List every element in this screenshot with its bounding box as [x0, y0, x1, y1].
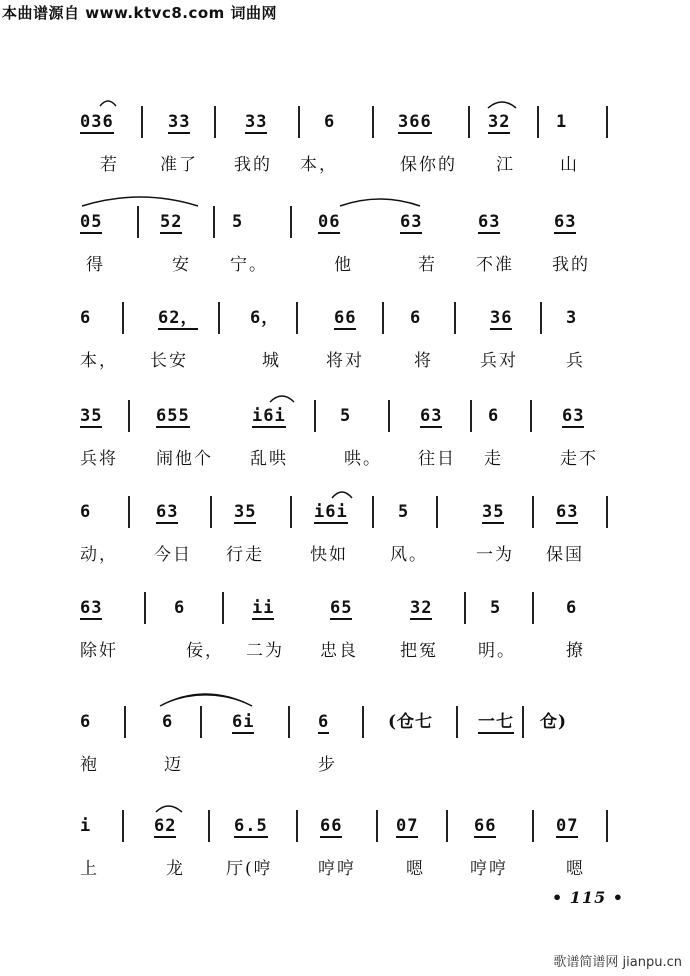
bar-line — [464, 592, 466, 624]
note-group: 65 — [330, 598, 353, 618]
notes-row — [0, 406, 690, 432]
slur-marks — [0, 406, 690, 436]
note-group: ii — [252, 598, 275, 618]
lyric: 准了 — [160, 155, 198, 175]
note-group: 036 — [80, 112, 114, 132]
note-group: 6 — [410, 308, 422, 328]
notes-row — [0, 598, 690, 624]
lyric: 山 — [560, 155, 579, 175]
note-group: 仓) — [540, 712, 568, 732]
lyric: 走不 — [560, 449, 598, 469]
lyric: 哄。 — [344, 449, 382, 469]
lyric: 今日 — [154, 545, 192, 565]
lyric: 本， — [300, 155, 338, 175]
lyric: 撩 — [566, 641, 585, 661]
lyric: 二为 — [246, 641, 284, 661]
note-group: 52 — [160, 212, 183, 232]
lyric: 兵 — [566, 351, 585, 371]
note-group: 63 — [156, 502, 179, 522]
lyric: 明。 — [478, 641, 516, 661]
lyrics-row — [0, 544, 690, 568]
note-group: 63 — [80, 598, 103, 618]
note-group: 5 — [232, 212, 244, 232]
note-group: 66 — [474, 816, 497, 836]
note-group: 5 — [340, 406, 352, 426]
bar-line — [122, 302, 124, 334]
lyric: 袍 — [80, 755, 99, 775]
note-group: 6 — [566, 598, 578, 618]
note-group: 63 — [400, 212, 423, 232]
notes-row — [0, 712, 690, 738]
bar-line — [222, 592, 224, 624]
note-group: 一七 — [478, 712, 514, 732]
note-group: 3 — [566, 308, 578, 328]
note-group: 6 — [80, 308, 92, 328]
note-group: 63 — [420, 406, 443, 426]
lyric: 哼哼 — [470, 859, 508, 879]
lyrics-row — [0, 350, 690, 374]
note-group: 5 — [398, 502, 410, 522]
lyric: 我的 — [552, 255, 590, 275]
lyric: 动， — [80, 545, 118, 565]
lyric: 佞， — [186, 641, 224, 661]
note-group: 32 — [488, 112, 511, 132]
note-group: 6 — [80, 502, 92, 522]
lyric: 保你的 — [400, 155, 457, 175]
lyric: 步 — [318, 755, 337, 775]
lyric: 闹他个 — [156, 449, 213, 469]
site-watermark: 歌谱简谱网 jianpu.cn — [553, 955, 682, 970]
note-group: 63 — [556, 502, 579, 522]
bar-line — [382, 302, 384, 334]
lyrics-row — [0, 254, 690, 278]
lyrics-row — [0, 640, 690, 664]
lyric: 上 — [80, 859, 99, 879]
note-group: 63 — [554, 212, 577, 232]
lyrics-row — [0, 448, 690, 472]
slur-marks — [0, 712, 690, 742]
note-group: 35 — [482, 502, 505, 522]
lyric: 风。 — [390, 545, 428, 565]
note-group: 33 — [168, 112, 191, 132]
lyric: 若 — [418, 255, 437, 275]
slur-marks — [0, 816, 690, 846]
lyric: 往日 — [418, 449, 456, 469]
note-group: (仓七 — [388, 712, 434, 732]
lyric: 城 — [262, 351, 281, 371]
lyric: 保国 — [546, 545, 584, 565]
lyric: 兵将 — [80, 449, 118, 469]
lyrics-row — [0, 154, 690, 178]
source-header: 本曲谱源自 www.ktvc8.com 词曲网 — [2, 4, 278, 22]
note-group: 35 — [234, 502, 257, 522]
note-group: 07 — [396, 816, 419, 836]
note-group: 33 — [245, 112, 268, 132]
notes-row — [0, 212, 690, 238]
notes-row — [0, 816, 690, 842]
lyric: 走 — [484, 449, 503, 469]
lyrics-row — [0, 754, 690, 778]
lyric: 将 — [414, 351, 433, 371]
lyric: 得 — [86, 255, 105, 275]
lyric: 他 — [334, 255, 353, 275]
notes-row — [0, 502, 690, 528]
note-group: 6 — [324, 112, 336, 132]
note-group: 6 — [174, 598, 186, 618]
note-group: 6 — [488, 406, 500, 426]
note-group: 6 — [318, 712, 330, 732]
lyric: 一为 — [476, 545, 514, 565]
lyric: 若 — [100, 155, 119, 175]
note-group: 6， — [250, 308, 280, 328]
bar-line — [454, 302, 456, 334]
note-group: i — [80, 816, 92, 836]
lyric: 我的 — [234, 155, 272, 175]
note-group: 63 — [562, 406, 585, 426]
note-group: 36 — [490, 308, 513, 328]
lyric: 不准 — [476, 255, 514, 275]
lyric: 快如 — [310, 545, 348, 565]
notes-row — [0, 308, 690, 334]
note-group: i6i — [314, 502, 348, 522]
bar-line — [532, 592, 534, 624]
note-group: 655 — [156, 406, 190, 426]
note-group: 63 — [478, 212, 501, 232]
lyric: 乱哄 — [250, 449, 288, 469]
lyric: 行走 — [226, 545, 264, 565]
lyric: 除奸 — [80, 641, 118, 661]
lyric: 忠良 — [320, 641, 358, 661]
lyrics-row — [0, 858, 690, 882]
note-group: 6 — [80, 712, 92, 732]
note-group: i6i — [252, 406, 286, 426]
lyric: 江 — [496, 155, 515, 175]
notes-row — [0, 112, 690, 138]
note-group: 35 — [80, 406, 103, 426]
lyric: 迈 — [164, 755, 183, 775]
lyric: 嗯 — [566, 859, 585, 879]
lyric: 兵对 — [480, 351, 518, 371]
bar-line — [296, 302, 298, 334]
note-group: 66 — [320, 816, 343, 836]
note-group: 05 — [80, 212, 103, 232]
lyric: 龙 — [166, 859, 185, 879]
note-group: 06 — [318, 212, 341, 232]
slur-marks — [0, 112, 690, 142]
bar-line — [540, 302, 542, 334]
lyric: 厅(哼 — [226, 859, 273, 879]
note-group: 5 — [490, 598, 502, 618]
lyric: 将对 — [326, 351, 364, 371]
lyric: 长安 — [150, 351, 188, 371]
note-group: 6.5 — [234, 816, 268, 836]
bar-line — [218, 302, 220, 334]
note-group: 66 — [334, 308, 357, 328]
note-group: 366 — [398, 112, 432, 132]
note-group: 6 — [162, 712, 174, 732]
note-group: 32 — [410, 598, 433, 618]
bar-line — [144, 592, 146, 624]
lyric: 宁。 — [230, 255, 268, 275]
note-group: 6i — [232, 712, 255, 732]
lyric: 嗯 — [406, 859, 425, 879]
slur-marks — [0, 502, 690, 532]
lyric: 安 — [172, 255, 191, 275]
page-number: • 115 • — [552, 888, 624, 907]
lyric: 本， — [80, 351, 118, 371]
slur-marks — [0, 212, 690, 242]
lyric: 哼哼 — [318, 859, 356, 879]
note-group: 07 — [556, 816, 579, 836]
note-group: 62 — [154, 816, 177, 836]
lyric: 把冤 — [400, 641, 438, 661]
note-group: 1 — [556, 112, 568, 132]
note-group: 62， — [158, 308, 199, 328]
